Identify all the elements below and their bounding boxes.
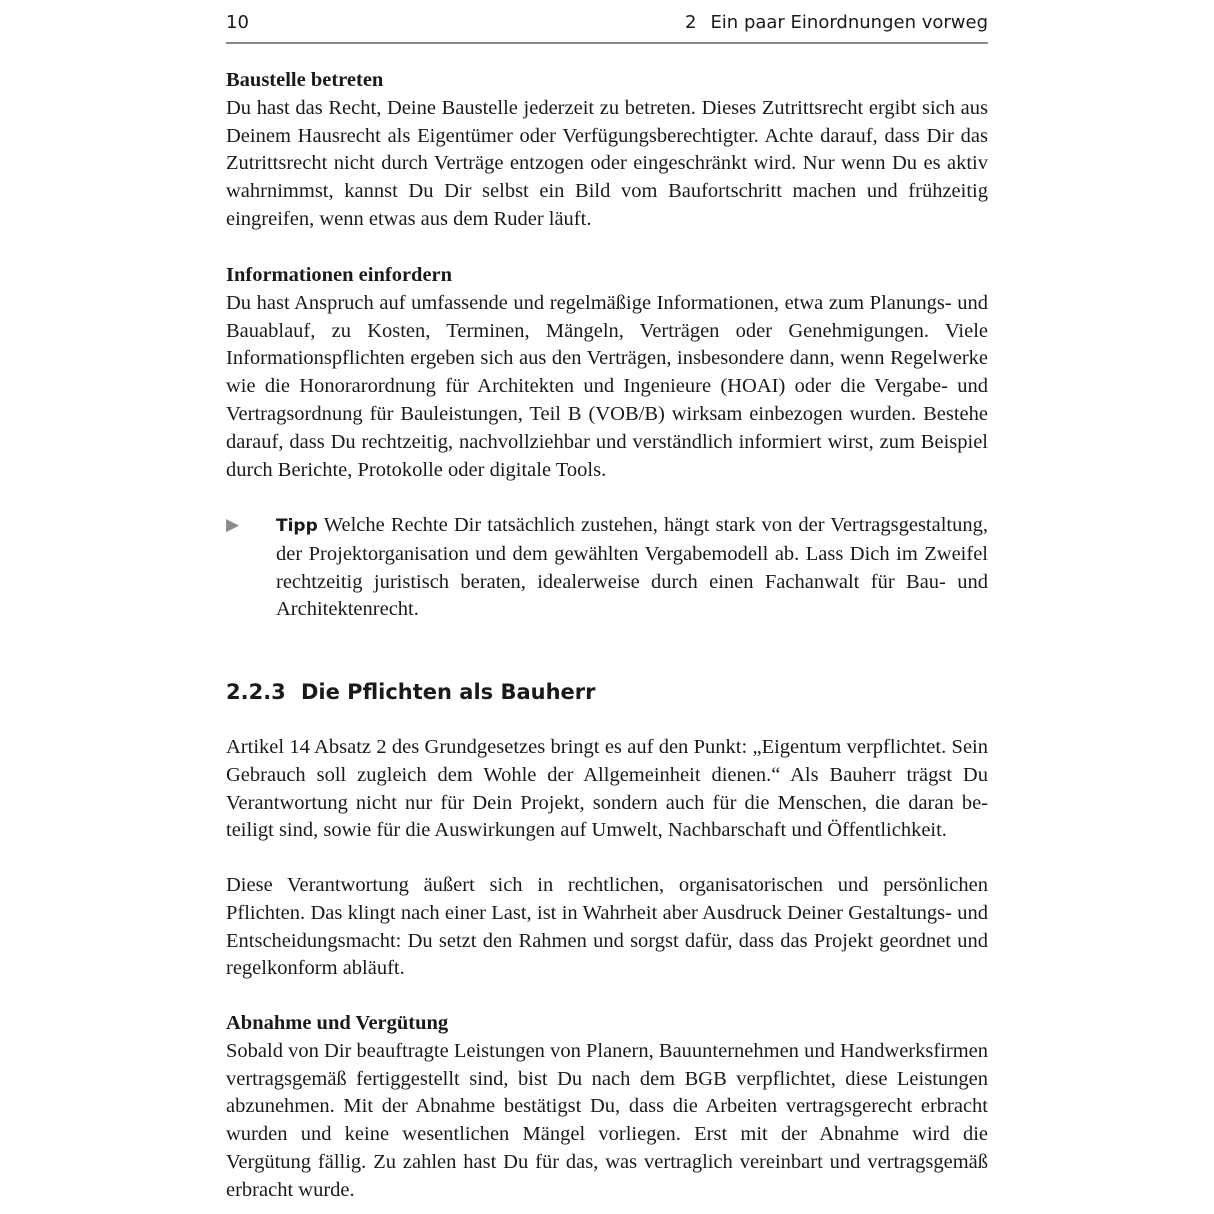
chapter-title: Ein paar Einordnungen vorweg: [710, 12, 988, 33]
subheading-informationen-einfordern: Informationen einfordern: [226, 264, 453, 286]
page-number: 10: [226, 12, 249, 33]
paragraph-abnahme-und-verguetung: Sobald von Dir beauftragte Leistungen von Planern, Bauunternehmen und Handwerksfirmen vertragsgemäß fertiggestellt sind, bist Du nach dem BGB verpflichtet, diese Leistungen abzunehmen. Mit der Abnahme bestätigst Du, dass die Arbeiten vertragsgerecht erbracht wurden und keine wesentlichen Mängel vorliegen. Erst mit der Abnahme wird die Vergütung fällig. Zu zahlen hast Du für das, was vertraglich vereinbart und vertragsgemäß erbracht wurde.: [226, 1039, 988, 1201]
subheading-baustelle-betreten: Baustelle betreten: [226, 69, 384, 91]
section-number: 2.2.3: [226, 680, 286, 704]
tip-box: [226, 512, 988, 624]
section-abnahme-und-verguetung: [226, 1010, 988, 1205]
tip-paragraph: [276, 512, 988, 624]
section-baustelle-betreten: [226, 67, 988, 234]
section-heading-2-2-3: [226, 676, 988, 708]
paragraph-artikel-14: [226, 734, 988, 845]
section-title: Die Pflichten als Bauherr: [301, 680, 596, 704]
section-informationen-einfordern: [226, 262, 988, 484]
paragraph-verantwortung: [226, 872, 988, 983]
running-header: [226, 10, 988, 44]
paragraph-informationen-einfordern: Du hast Anspruch auf umfassende und regelmäßige Informationen, etwa zum Planungs- und Bauablauf, zu Kosten, Terminen, Mängeln, Verträgen oder Genehmigungen. Viele Informationspflichten ergeben sich aus den Verträgen, insbesondere dann, wenn Regelwerke wie die Honorarordnung für Architekten und Ingenieure (HOAI) oder die Vergabe- und Vertragsordnung für Bauleistungen, Teil B (VOB/B) wirksam einbezogen wurden. Bestehe darauf, dass Du rechtzeitig, nachvollziehbar und verständlich informiert wirst, zum Beispiel durch Berichte, Protokolle oder digitale Tools.: [226, 291, 988, 481]
subheading-abnahme-und-verguetung: Abnahme und Vergütung: [226, 1012, 449, 1034]
paragraph-verantwortung-text: Diese Verantwortung äußert sich in rechtlichen, organisatorischen und persönlichen Pflichten. Das klingt nach einer Last, ist in Wahrheit aber Ausdruck Deiner Gestaltungs- und Entscheidungsmacht: Du setzt den Rahmen und sorgst dafür, dass das Projekt geordnet und regelkonform abläuft.: [226, 874, 988, 980]
chapter-number: 2: [684, 12, 697, 33]
tip-label: Tipp: [276, 516, 318, 536]
chapter-reference: [685, 12, 988, 33]
triangle-marker-icon: ▶: [226, 515, 240, 535]
paragraph-artikel-14-text: Artikel 14 Absatz 2 des Grundgesetzes bringt es auf den Punkt: „Eigentum verpflichtet. Sein Gebrauch soll zugleich dem Wohle der Allgemeinheit dienen.“ Als Bauherr trägst Du Verantwortung nicht nur für Dein Projekt, sondern auch für die Menschen, die daran beteiligt sind, sowie für die Auswirkungen auf Umwelt, Nachbarschaft und Öffentlichkeit.: [226, 736, 988, 842]
tip-text: Welche Rechte Dir tatsächlich zustehen, hängt stark von der Vertragsgestaltung, der Projektorganisation und dem gewählten Vergabemodell ab. Lass Dich im Zweifel rechtzeitig juristisch beraten, idealerweise durch einen Fachanwalt für Bau- und Architektenrecht.: [276, 514, 988, 621]
paragraph-baustelle-betreten: Du hast das Recht, Deine Baustelle jederzeit zu betreten. Dieses Zutrittsrecht ergibt sich aus Deinem Hausrecht als Eigentümer oder Verfügungsberechtigter. Achte darauf, dass Dir das Zutrittsrecht nicht durch Verträge entzogen oder eingeschränkt wird. Nur wenn Du es aktiv wahrnimmst, kannst Du Dir selbst ein Bild vom Baufortschritt machen und frühzeitig eingreifen, wenn etwas aus dem Ruder läuft.: [226, 96, 988, 230]
